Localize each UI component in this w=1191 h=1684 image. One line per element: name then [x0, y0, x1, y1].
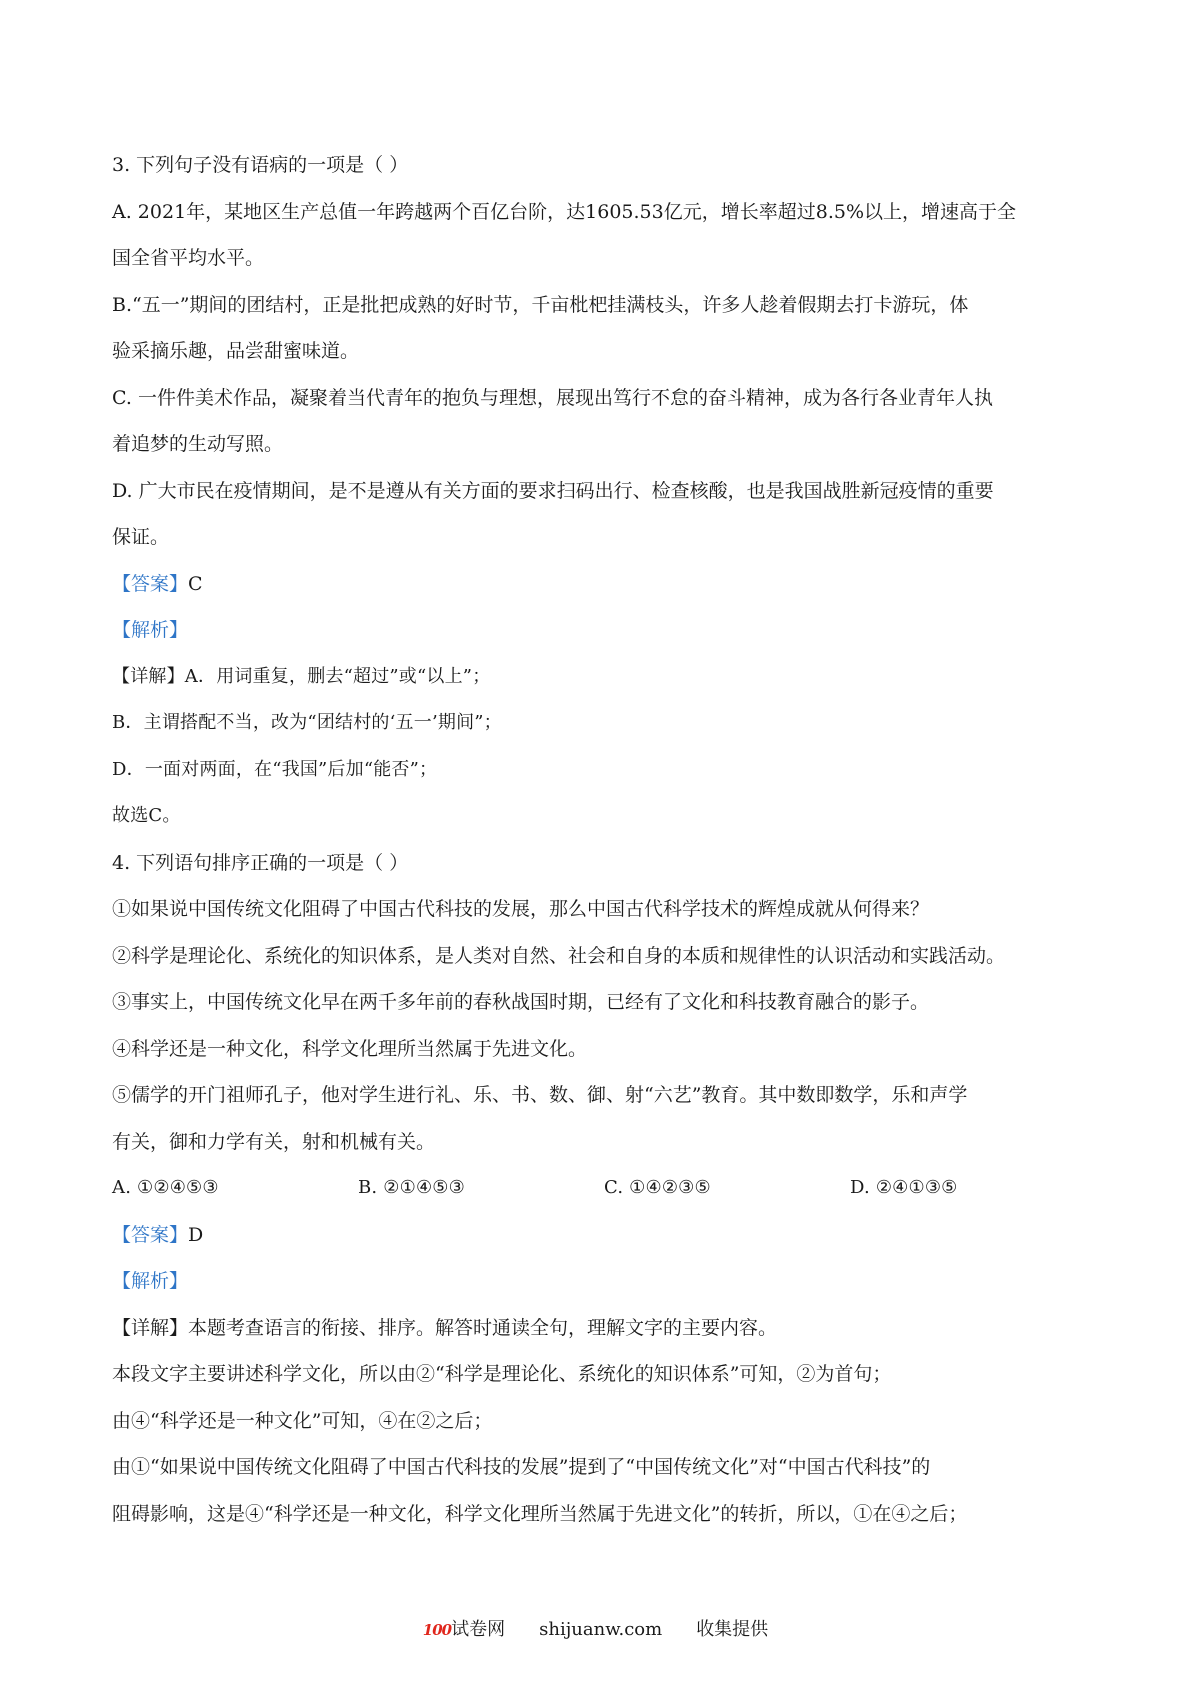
q4-sentence: ②科学是理论化、系统化的知识体系，是人类对自然、社会和自身的本质和规律性的认识活动和实践活动。 [112, 944, 1006, 967]
q4-sentence: ④科学还是一种文化，科学文化理所当然属于先进文化。 [112, 1037, 588, 1060]
q3-option-b-line1: B.“五一”期间的团结村，正是批把成熟的好时节，千亩枇杷挂满枝头，许多人趁着假期去打卡游玩，体 [112, 293, 969, 316]
q4-detail-line: 【详解】本题考查语言的衔接、排序。解答时通读全句，理解文字的主要内容。 [112, 1316, 778, 1339]
page-content [112, 142, 1102, 1537]
q4-detail-line: 本段文字主要讲述科学文化，所以由②“科学是理论化、系统化的知识体系”可知，②为首句； [112, 1363, 892, 1385]
page-footer [0, 1618, 1191, 1642]
q4-option-d: D. ②④①③⑤ [850, 1177, 958, 1198]
q4-option-b: B. ②①④⑤③ [358, 1177, 465, 1198]
q4-answer [112, 1212, 1102, 1259]
q3-detail-line: D．一面对两面，在“我国”后加“能否”； [112, 758, 438, 780]
q3-option-b-line2: 验采摘乐趣，品尝甜蜜味道。 [112, 340, 360, 362]
q3-analysis-tag: 【解析】 [112, 619, 189, 641]
q3-detail-line: 【详解】A．用词重复，删去“超过”或“以上”； [112, 665, 491, 687]
footer-note: 收集提供 [696, 1619, 769, 1640]
q3-option-d-line1: D. 广大市民在疫情期间，是不是遵从有关方面的要求扫码出行、检查核酸，也是我国战胜新冠疫情的重要 [112, 479, 994, 502]
q3-option-a-line2: 国全省平均水平。 [112, 247, 265, 269]
answer-tag: 【答案】 [112, 572, 189, 595]
q4-detail-line: 阻碍影响，这是④“科学还是一种文化，科学文化理所当然属于先进文化”的转折，所以，①在④之后； [112, 1502, 968, 1525]
q3-detail-line: B．主谓搭配不当，改为“团结村的‘五一’期间”； [112, 712, 502, 733]
q4-options [112, 1165, 1102, 1212]
site-logo-text: 试卷网 [451, 1619, 506, 1640]
q4-sentence: ③事实上，中国传统文化早在两千多年前的春秋战国时期，已经有了文化和科技教育融合的影子。 [112, 991, 930, 1013]
q4-analysis-tag: 【解析】 [112, 1270, 189, 1292]
answer-value: D [188, 1223, 204, 1246]
q4-sentence: 有关，御和力学有关，射和机械有关。 [112, 1130, 436, 1153]
q4-sentence: ⑤儒学的开门祖师孔子，他对学生进行礼、乐、书、数、御、射“六艺”教育。其中数即数学，乐和声学 [112, 1084, 968, 1106]
answer-tag: 【答案】 [112, 1223, 189, 1246]
q4-sentence: ①如果说中国传统文化阻碍了中国古代科技的发展，那么中国古代科学技术的辉煌成就从何得来？ [112, 898, 930, 920]
q3-stem: 3. 下列句子没有语病的一项是（ ） [112, 154, 409, 176]
q3-option-a-line1: A. 2021年，某地区生产总值一年跨越两个百亿台阶，达1605.53亿元，增长率超过8.5%以上，增速高于全 [112, 200, 1016, 223]
q4-option-c: C. ①④②③⑤ [604, 1177, 711, 1198]
answer-value: C [188, 572, 203, 595]
q4-detail-line: 由①“如果说中国传统文化阻碍了中国古代科技的发展”提到了“中国传统文化”对“中国古代科技”的 [112, 1456, 931, 1478]
q4-option-a: A. ①②④⑤③ [112, 1177, 219, 1198]
site-logo-number: 100 [422, 1621, 452, 1639]
site-url[interactable]: shijuanw.com [539, 1619, 663, 1640]
q3-answer [112, 561, 1102, 608]
q3-option-c-line1: C. 一件件美术作品，凝聚着当代青年的抱负与理想，展现出笃行不怠的奋斗精神，成为各行各业青年人执 [112, 386, 993, 409]
q4-stem: 4. 下列语句排序正确的一项是（ ） [112, 851, 409, 874]
q3-option-d-line2: 保证。 [112, 526, 170, 548]
q3-option-c-line2: 着追梦的生动写照。 [112, 433, 284, 455]
q3-detail-line: 故选C。 [112, 805, 181, 826]
q4-detail-line: 由④“科学还是一种文化”可知，④在②之后； [112, 1409, 493, 1432]
